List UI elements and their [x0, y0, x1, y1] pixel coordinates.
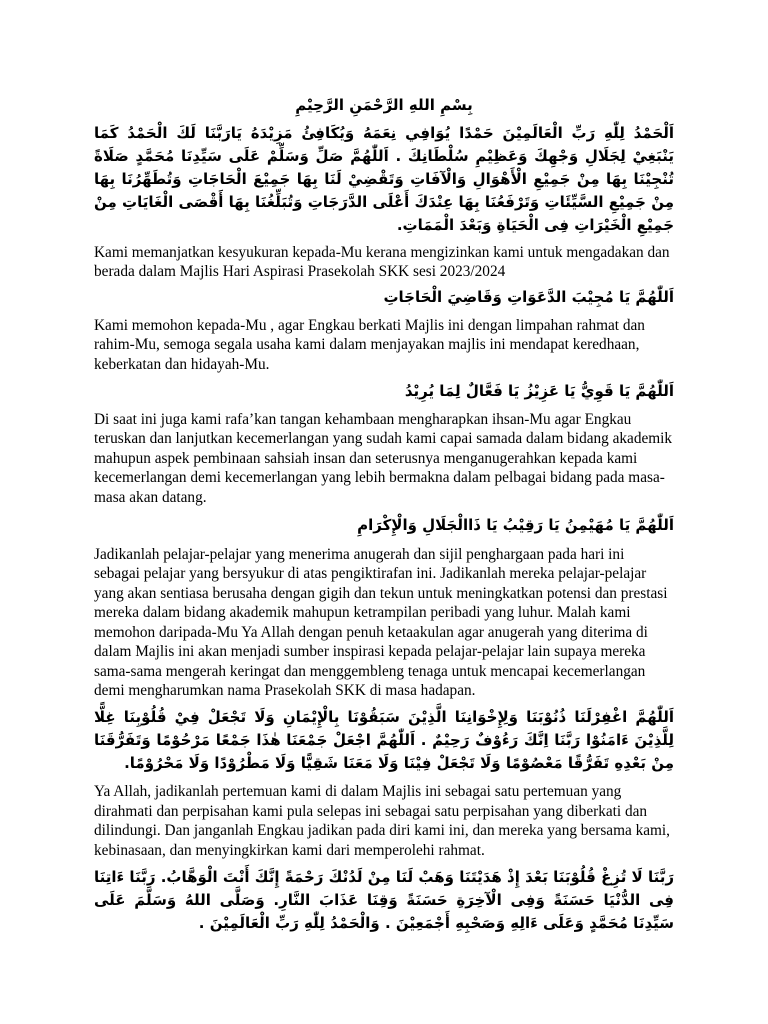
paragraph-gathering: Ya Allah, jadikanlah pertemuan kami di dalam Majlis ini sebagai satu pertemuan yang dirahmati dan perpisahan kami pula selepas ini sebagai satu perpisahan yang diberkati dan dilindungi. Dan janganlah Engkau jadikan pada diri kami ini, dan mereka yang bersama kami, kebinasaan, dan menyingkirkan kami dari memperolehi rahmat. — [94, 783, 671, 859]
invocation-muhaimin: اَللّٰهُمَّ يَا مُهَيْمِنُ يَا رَقِيْبُ يَا ذَاالْجَلَالِ وَالْإِكْرَامِ — [357, 516, 674, 535]
paragraph-excellence: Di saat ini juga kami rafa’kan tangan kehambaan mengharapkan ihsan-Mu agar Engkau teruskan dan lanjutkan kecemerlangan yang sudah kami capai samada dalam bidang akademik mahupun aspek pembinaan sahsiah insan dan seterusnya menganugerahkan kepada kami kecemerlangan demi kecemerlangan yang lebih bermakna dalam pelbagai bidang pada masa-masa akan datang. — [94, 411, 673, 506]
prayer-forgiveness: اَللّٰهُمَّ اغْفِرْلَنَا ذُنُوْبَنَا وَلِإِخْوَانِنَا الَّذِيْنَ سَبَقُوْنَا بِالْإِيْمَانِ وَلَا تَجْعَلْ فِيْ قُلُوْبِنَا غِلًّا لِلَّذِيْنَ ءَامَنُوْا رَبَّنَا اِنَّكَ رَءُوْفٌ رَحِيْمٌ . اَللّٰهُمَّ اجْعَلْ جَمْعَنَا هٰذَا جَمْعًا مَرْحُوْمًا وَتَفَرُّقَنَا مِنْ بَعْدِهِ تَفَرُّقًا مَعْصُوْمًا وَلَا تَجْعَلْ فِيْنَا وَلَا مَعَنَا شَقِيًّا وَلَا مَطْرُوْدًا وَلَا مَحْرُوْمًا. — [94, 708, 674, 773]
paragraph-blessing: Kami memohon kepada-Mu , agar Engkau berkati Majlis ini dengan limpahan rahmat dan rahim-Mu, semoga segala usaha kami dalam menjayakan majlis ini mendapat keredhaan, keberkatan dan hidayah-Mu. — [94, 316, 645, 373]
paragraph-gratitude: Kami memanjatkan kesyukuran kepada-Mu kerana mengizinkan kami untuk mengadakan dan berada dalam Majlis Hari Aspirasi Prasekolah SKK sesi 2023/2024 — [94, 244, 670, 281]
invocation-mujib: اَللّٰهُمَّ يَا مُجِيْبَ الدَّعَوَاتِ وَقَاضِيَ الْحَاجَاتِ — [383, 287, 674, 306]
basmalah: بِسْمِ اللهِ الرَّحْمَنِ الرَّحِيْمِ — [295, 96, 473, 114]
opening-prayer: اَلْحَمْدُ لِلّٰهِ رَبِّ الْعَالَمِيْنَ حَمْدًا يُوَافِي نِعَمَهُ وَيُكَافِئُ مَزِيْدَهُ يَارَبَّنَا لَكَ الْحَمْدُ كَمَا يَنْبَغِيْ لِجَلَالِ وَجْهِكَ وَعَظِيْمِ سُلْطَانِكَ . اَللّٰهُمَّ صَلِّ وَسَلِّمْ عَلَى سَيِّدِنَا مُحَمَّدٍ صَلَاةً تُنْجِيْنَا بِهَا مِنْ جَمِيْعِ الْأَهْوَالِ وَالْآفَاتِ وَتَقْضِيْ لَنَا بِهَا جَمِيْعَ الْحَاجَاتِ وَتُطَهِّرُنَا بِهَا مِنْ جَمِيْعِ السَّيِّئَاتِ وَتَرْفَعُنَا بِهَا عِنْدَكَ أَعْلَى الدَّرَجَاتِ وَتُبَلِّغُنَا بِهَا أَقْصَى الْغَايَاتِ مِنْ جَمِيْعِ الْخَيْرَاتِ فِى الْحَيَاةِ وَبَعْدَ الْمَمَاتِ. — [94, 124, 674, 234]
closing-prayer: رَبَّنَا لَا تُزِغْ قُلُوْبَنَا بَعْدَ إِذْ هَدَيْتَنَا وَهَبْ لَنَا مِنْ لَدُنْكَ رَحْمَةً إِنَّكَ أَنْتَ الْوَهَّابُ. رَبَّنَا ءَاتِنَا فِى الدُّنْيَا حَسَنَةً وَفِى الْآخِرَةِ حَسَنَةً وَقِنَا عَذَابَ النَّارِ. وَصَلَّى اللهُ وَسَلَّمَ عَلَى سَيِّدِنَا مُحَمَّدٍ وَعَلَى ءَالِهِ وَصَحْبِهِ أَجْمَعِيْنَ . وَالْحَمْدُ لِلّٰهِ رَبِّ الْعَالَمِيْنَ . — [94, 867, 674, 932]
paragraph-students: Jadikanlah pelajar-pelajar yang menerima anugerah dan sijil penghargaan pada hari ini sebagai pelajar yang bersyukur di atas pengiktirafan ini. Jadikanlah mereka pelajar-pelajar yang akan sentiasa berusaha dengan gigih dan tekun untuk meningkatkan potensi dan prestasi mereka dalam bidang akademik mahupun ketrampilan peribadi yang luhur. Malah kami memohon daripada-Mu Ya Allah dengan penuh ketaakulan agar anugerah yang diterima di dalam Majlis ini akan menjadi sumber inspirasi kepada pelajar-pelajar lain supaya mereka sama-sama mengerah keringat dan menggembleng tenaga untuk mencapai kecemerlangan demi mengharumkan nama Prasekolah SKK di masa hadapan. — [94, 546, 668, 699]
invocation-qawiy: اَللّٰهُمَّ يَا قَوِيُّ يَا عَزِيْزُ يَا فَعَّالٌ لِمَا يُرِيْدُ — [404, 382, 674, 401]
